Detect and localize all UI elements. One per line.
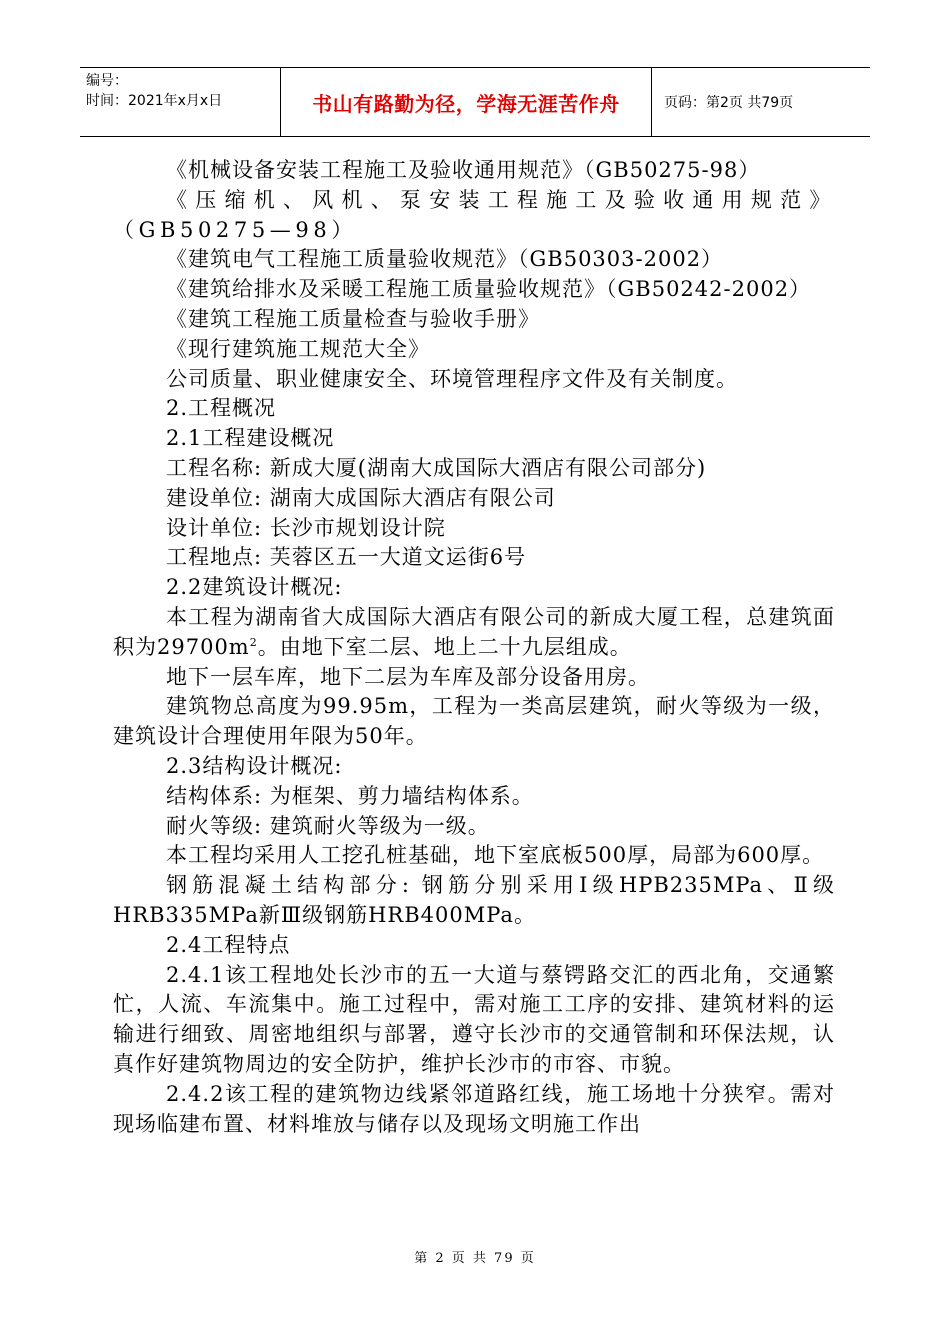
time-label: 时间：2021年x月x日 [86,93,223,109]
motto-text: 书山有路勤为径，学海无涯苦作舟 [312,91,620,116]
body-paragraph: 公司质量、职业健康安全、环境管理程序文件及有关制度。 [166,366,738,391]
body-paragraph: 2.1工程建设概况 [166,426,335,451]
body-paragraph: 设计单位: 长沙市规划设计院 [166,515,446,540]
body-paragraph: 2.工程概况 [166,396,277,421]
body-paragraph: 钢筋混凝土结构部分: 钢筋分别采用Ⅰ级HPB235MPa、Ⅱ级HRB335MPa新Ⅲ级钢筋HRB400MPa。 [113,873,835,927]
body-paragraph: 2.4工程特点 [166,932,291,957]
body-paragraph: 2.4.1该工程地处长沙市的五一大道与蔡锷路交汇的西北角，交通繁忙，人流、车流集中。施工过程中，需对施工工序的安排、建筑材料的运输进行细致、周密地组织与部署，遵守长沙市的交通管制和环保法规，认真作好建筑物周边的安全防护，维护长沙市的市容、市貌。 [113,962,835,1076]
page-footer: 第 2 页 共 79 页 [414,1251,536,1266]
body-paragraph: 2.3结构设计概况: [166,753,343,778]
header-motto-cell [281,68,652,136]
body-paragraph: 工程名称: 新成大厦(湖南大成国际大酒店有限公司部分) [166,455,707,480]
document-header [80,67,870,137]
body-paragraph: 《现行建筑施工规范大全》 [166,336,430,361]
body-paragraph: 本工程均采用人工挖孔桩基础，地下室底板500厚，局部为600厚。 [166,843,825,868]
document-body [113,156,835,1139]
header-page-cell [652,68,870,136]
body-paragraph: 建设单位: 湖南大成国际大酒店有限公司 [166,485,556,510]
number-label: 编号： [86,73,128,89]
body-paragraph: 本工程为湖南省大成国际大酒店有限公司的新成大厦工程，总建筑面积为$29700m^2$。由地下室二层、地上二十九层组成。 [113,604,835,659]
body-paragraph: 建筑物总高度为99.95m，工程为一类高层建筑，耐火等级为一级，建筑设计合理使用年限为50年。 [113,694,835,749]
body-paragraph: 结构体系: 为框架、剪力墙结构体系。 [166,783,534,808]
body-paragraph: 《建筑工程施工质量检查与验收手册》 [166,306,540,331]
header-meta [80,68,281,136]
page-info: 页码：第2页 共79页 [664,95,794,111]
body-paragraph: 耐火等级: 建筑耐火等级为一级。 [166,813,490,838]
body-paragraph: 《建筑给排水及采暖工程施工质量验收规范》（GB50242-2002） [166,277,812,302]
body-paragraph: 《机械设备安装工程施工及验收通用规范》（GB50275-98） [166,158,761,182]
body-paragraph: 工程地点: 芙蓉区五一大道文运街6号 [166,545,527,570]
body-paragraph: 《建筑电气工程施工质量验收规范》（GB50303-2002） [166,247,724,272]
body-paragraph: 《压缩机、风机、泵安装工程施工及验收通用规范》（GB50275—98） [113,187,835,242]
body-paragraph: 2.2建筑设计概况: [166,575,343,600]
body-paragraph: 2.4.2该工程的建筑物边线紧邻道路红线，施工场地十分狭窄。需对现场临建布置、材料堆放与储存以及现场文明施工作出 [113,1081,835,1136]
body-paragraph: 地下一层车库，地下二层为车库及部分设备用房。 [166,664,650,689]
